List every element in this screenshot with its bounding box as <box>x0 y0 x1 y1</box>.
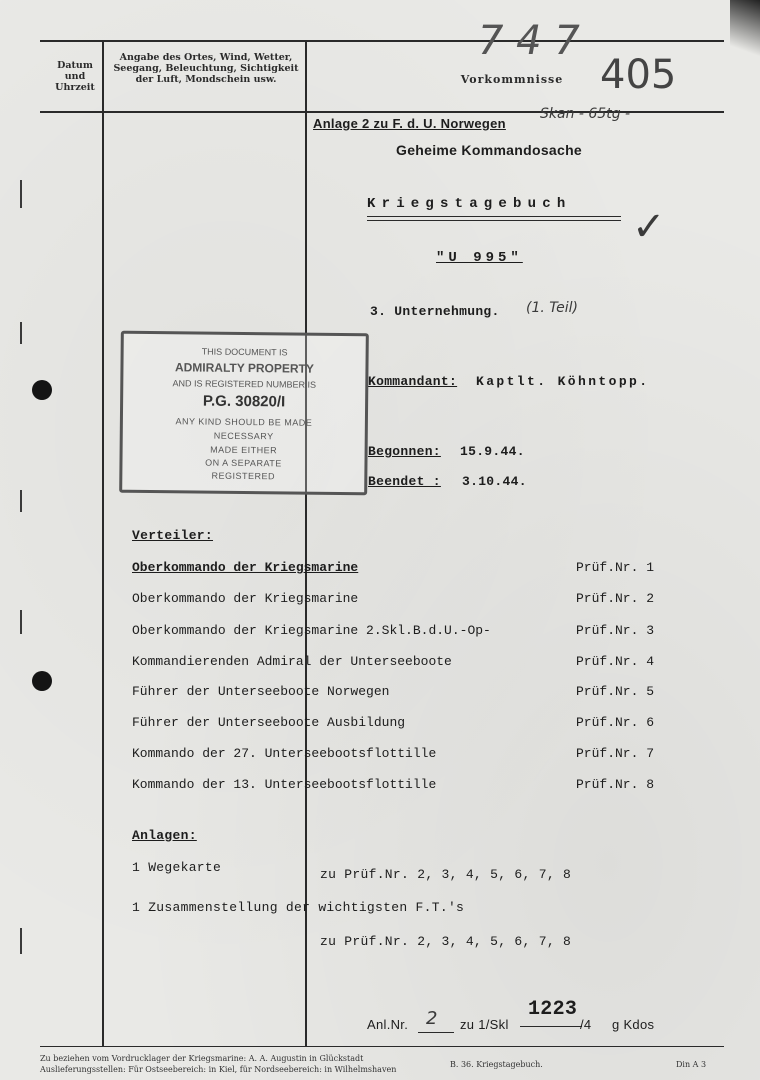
check-number: Prüf.Nr. 3 <box>576 623 655 638</box>
register-prefix: Anl.Nr. <box>367 1017 409 1032</box>
title-double-underline <box>367 220 621 221</box>
begun-label: Begonnen: <box>368 444 441 459</box>
list-item <box>132 684 672 702</box>
check-number: Prüf.Nr. 1 <box>576 560 655 575</box>
annex-line: Anlage 2 zu F. d. U. Norwegen <box>313 116 506 131</box>
register-tail: g Kdos <box>612 1017 655 1032</box>
stamp-line: AND IS REGISTERED NUMBER IS <box>172 378 317 390</box>
part-note: (1. Teil) <box>526 300 578 316</box>
list-item <box>132 777 672 795</box>
enterprise: 3. Unternehmung. <box>370 304 500 319</box>
list-item <box>132 560 672 578</box>
recipient: Oberkommando der Kriegsmarine <box>132 591 359 606</box>
ended-value: 3.10.44. <box>462 474 527 489</box>
annex-item: 1 Zusammenstellung der wichtigsten F.T.'s <box>132 900 465 915</box>
handwritten-note: Skan - 65tg - <box>540 106 631 122</box>
admiralty-stamp <box>119 331 369 496</box>
recipient: Kommandierenden Admiral der Unterseeboote <box>132 654 452 669</box>
scan-shadow <box>730 0 760 60</box>
ended-label: Beendet : <box>368 474 441 489</box>
stamp-line: ON A SEPARATE <box>205 457 282 469</box>
title-double-underline <box>367 216 621 217</box>
list-item <box>132 591 672 609</box>
annex-reference: zu Prüf.Nr. 2, 3, 4, 5, 6, 7, 8 <box>320 934 572 949</box>
boat-designation: "U 995" <box>436 250 523 266</box>
bottom-rule <box>40 1046 724 1047</box>
top-rule <box>40 40 724 42</box>
stamp-line: THIS DOCUMENT IS <box>201 346 288 358</box>
document-title: Kriegstagebuch <box>367 196 572 212</box>
annex-reference: zu Prüf.Nr. 2, 3, 4, 5, 6, 7, 8 <box>320 867 572 882</box>
recipient: Führer der Unterseeboote Ausbildung <box>132 715 406 730</box>
register-mid: zu 1/Skl <box>460 1017 509 1032</box>
margin-tick <box>20 180 22 208</box>
recipient: Oberkommando der Kriegsmarine <box>132 560 359 575</box>
commander-value: Kaptlt. Köhntopp. <box>476 374 650 389</box>
register-underline <box>520 1026 582 1027</box>
margin-tick <box>20 610 22 634</box>
handwritten-scribble: 7 4 7 <box>478 18 580 64</box>
list-item <box>132 746 672 764</box>
check-mark: ✓ <box>632 204 666 250</box>
stamp-line: ADMIRALTY PROPERTY <box>174 360 314 376</box>
annex-item: 1 Wegekarte <box>132 860 222 875</box>
begun-value: 15.9.44. <box>460 444 525 459</box>
column-divider-1 <box>102 40 104 1046</box>
classification: Geheime Kommandosache <box>396 142 583 158</box>
header-date-time: Datum und Uhrzeit <box>55 60 95 93</box>
column-divider-2 <box>305 40 307 1046</box>
header-events: Vorkommnisse <box>460 73 564 86</box>
check-number: Prüf.Nr. 4 <box>576 654 655 669</box>
annexes-heading: Anlagen: <box>132 828 197 843</box>
footer-din: Din A 3 <box>676 1060 707 1069</box>
check-number: Prüf.Nr. 6 <box>576 715 655 730</box>
list-item <box>132 654 672 672</box>
stamp-registered-number: P.G. 30820/I <box>202 392 286 411</box>
distribution-heading: Verteiler: <box>132 528 214 543</box>
stamp-line: REGISTERED <box>211 470 276 482</box>
stamp-line: NECESSARY <box>213 430 274 442</box>
stamp-line: ANY KIND SHOULD BE MADE <box>175 416 313 428</box>
stamp-line: MADE EITHER <box>210 444 278 456</box>
punch-hole-lower <box>32 671 52 691</box>
check-number: Prüf.Nr. 7 <box>576 746 655 761</box>
footer-form-ref: B. 36. Kriegstagebuch. <box>450 1060 543 1069</box>
register-underline <box>418 1032 454 1033</box>
header-location-weather: Angabe des Ortes, Wind, Wetter, Seegang, Beleuchtung, Sichtigkeit der Luft, Mondschein usw. <box>113 52 299 85</box>
recipient: Oberkommando der Kriegsmarine 2.Skl.B.d.U.-Op- <box>132 623 491 638</box>
footer-publisher: Zu beziehen vom Vordrucklager der Kriegsmarine: A. A. Augustin in Glückstadt <box>40 1054 364 1063</box>
margin-tick <box>20 322 22 344</box>
margin-tick <box>20 928 22 954</box>
commander-label: Kommandant: <box>368 374 458 389</box>
check-number: Prüf.Nr. 8 <box>576 777 655 792</box>
footer-distribution: Auslieferungsstellen: Für Ostseebereich: in Kiel, für Nordseebereich: in Wilhelmshaven <box>40 1065 397 1074</box>
list-item <box>132 623 672 641</box>
check-number: Prüf.Nr. 2 <box>576 591 655 606</box>
check-number: Prüf.Nr. 5 <box>576 684 655 699</box>
recipient: Kommando der 27. Unterseebootsflottille <box>132 746 437 761</box>
handwritten-number: 405 <box>600 52 677 98</box>
recipient: Kommando der 13. Unterseebootsflottille <box>132 777 437 792</box>
register-annex-number: 2 <box>426 1008 438 1029</box>
recipient: Führer der Unterseeboote Norwegen <box>132 684 390 699</box>
list-item <box>132 715 672 733</box>
margin-tick <box>20 490 22 512</box>
punch-hole-upper <box>32 380 52 400</box>
register-number: 1223 <box>528 998 578 1021</box>
register-suffix: /4 <box>580 1017 592 1032</box>
